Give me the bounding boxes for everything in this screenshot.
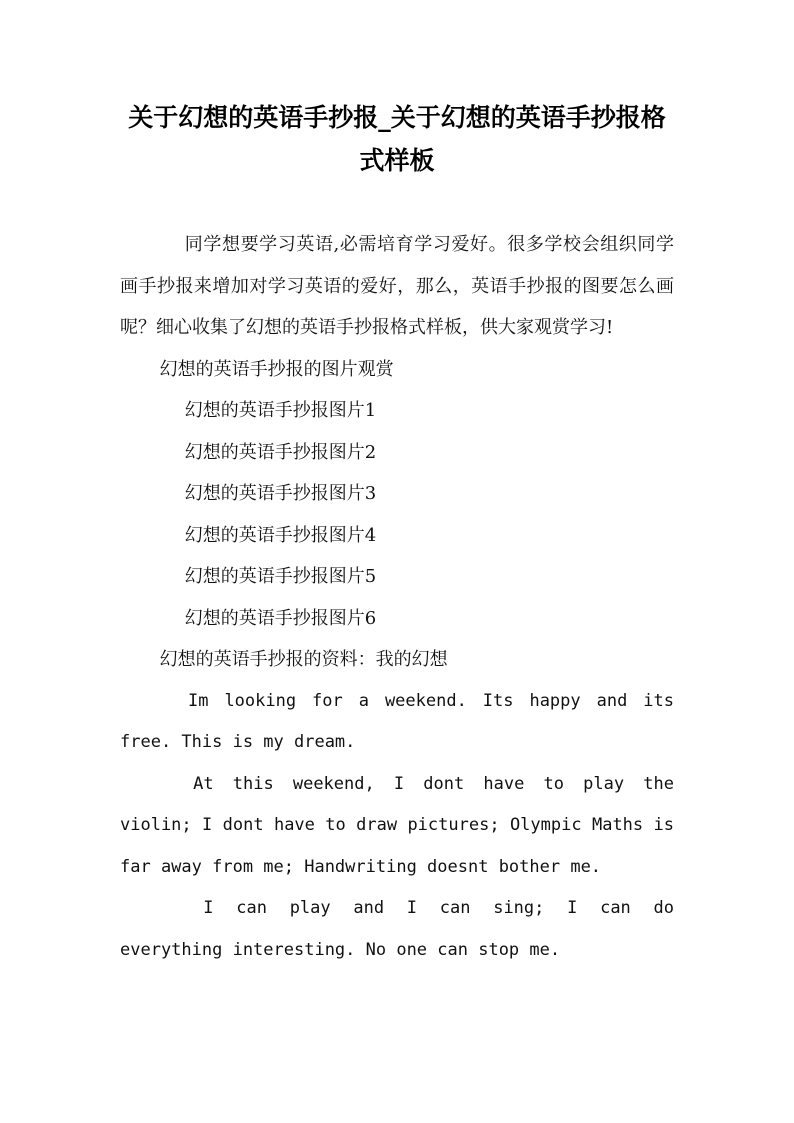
document-title: 关于幻想的英语手抄报_关于幻想的英语手抄报格式样板: [128, 103, 666, 175]
image-caption-2: 幻想的英语手抄报图片2: [184, 441, 377, 463]
image-caption-3: 幻想的英语手抄报图片3: [184, 483, 377, 504]
english-paragraph-2: At this weekend, I dont have to play the violin; I dont have to draw pictures; Olympic Maths is far away from me; Handwriting doesnt bother me.: [120, 773, 674, 877]
intro-paragraph: 同学想要学习英语,必需培育学习爱好。很多学校会组织同学画手抄报来增加对学习英语的爱好，那么，英语手抄报的图要怎么画呢？细心收集了幻想的英语手抄报格式样板，供大家观赏学习!: [120, 234, 674, 338]
english-paragraph-1: Im looking for a weekend. Its happy and its free. This is my dream.: [120, 690, 674, 752]
english-paragraph-3: I can play and I can sing; I can do everything interesting. No one can stop me.: [120, 898, 674, 960]
image-caption-4: 幻想的英语手抄报图片4: [184, 524, 377, 546]
image-caption-6: 幻想的英语手抄报图片6: [184, 607, 377, 629]
section-heading-images: 幻想的英语手抄报的图片观赏: [159, 358, 394, 380]
image-caption-5: 幻想的英语手抄报图片5: [184, 566, 377, 587]
section-heading-my-dream: 幻想的英语手抄报的资料：我的幻想: [159, 649, 448, 670]
document-body: [120, 224, 674, 971]
image-caption-1: 幻想的英语手抄报图片1: [184, 400, 377, 421]
